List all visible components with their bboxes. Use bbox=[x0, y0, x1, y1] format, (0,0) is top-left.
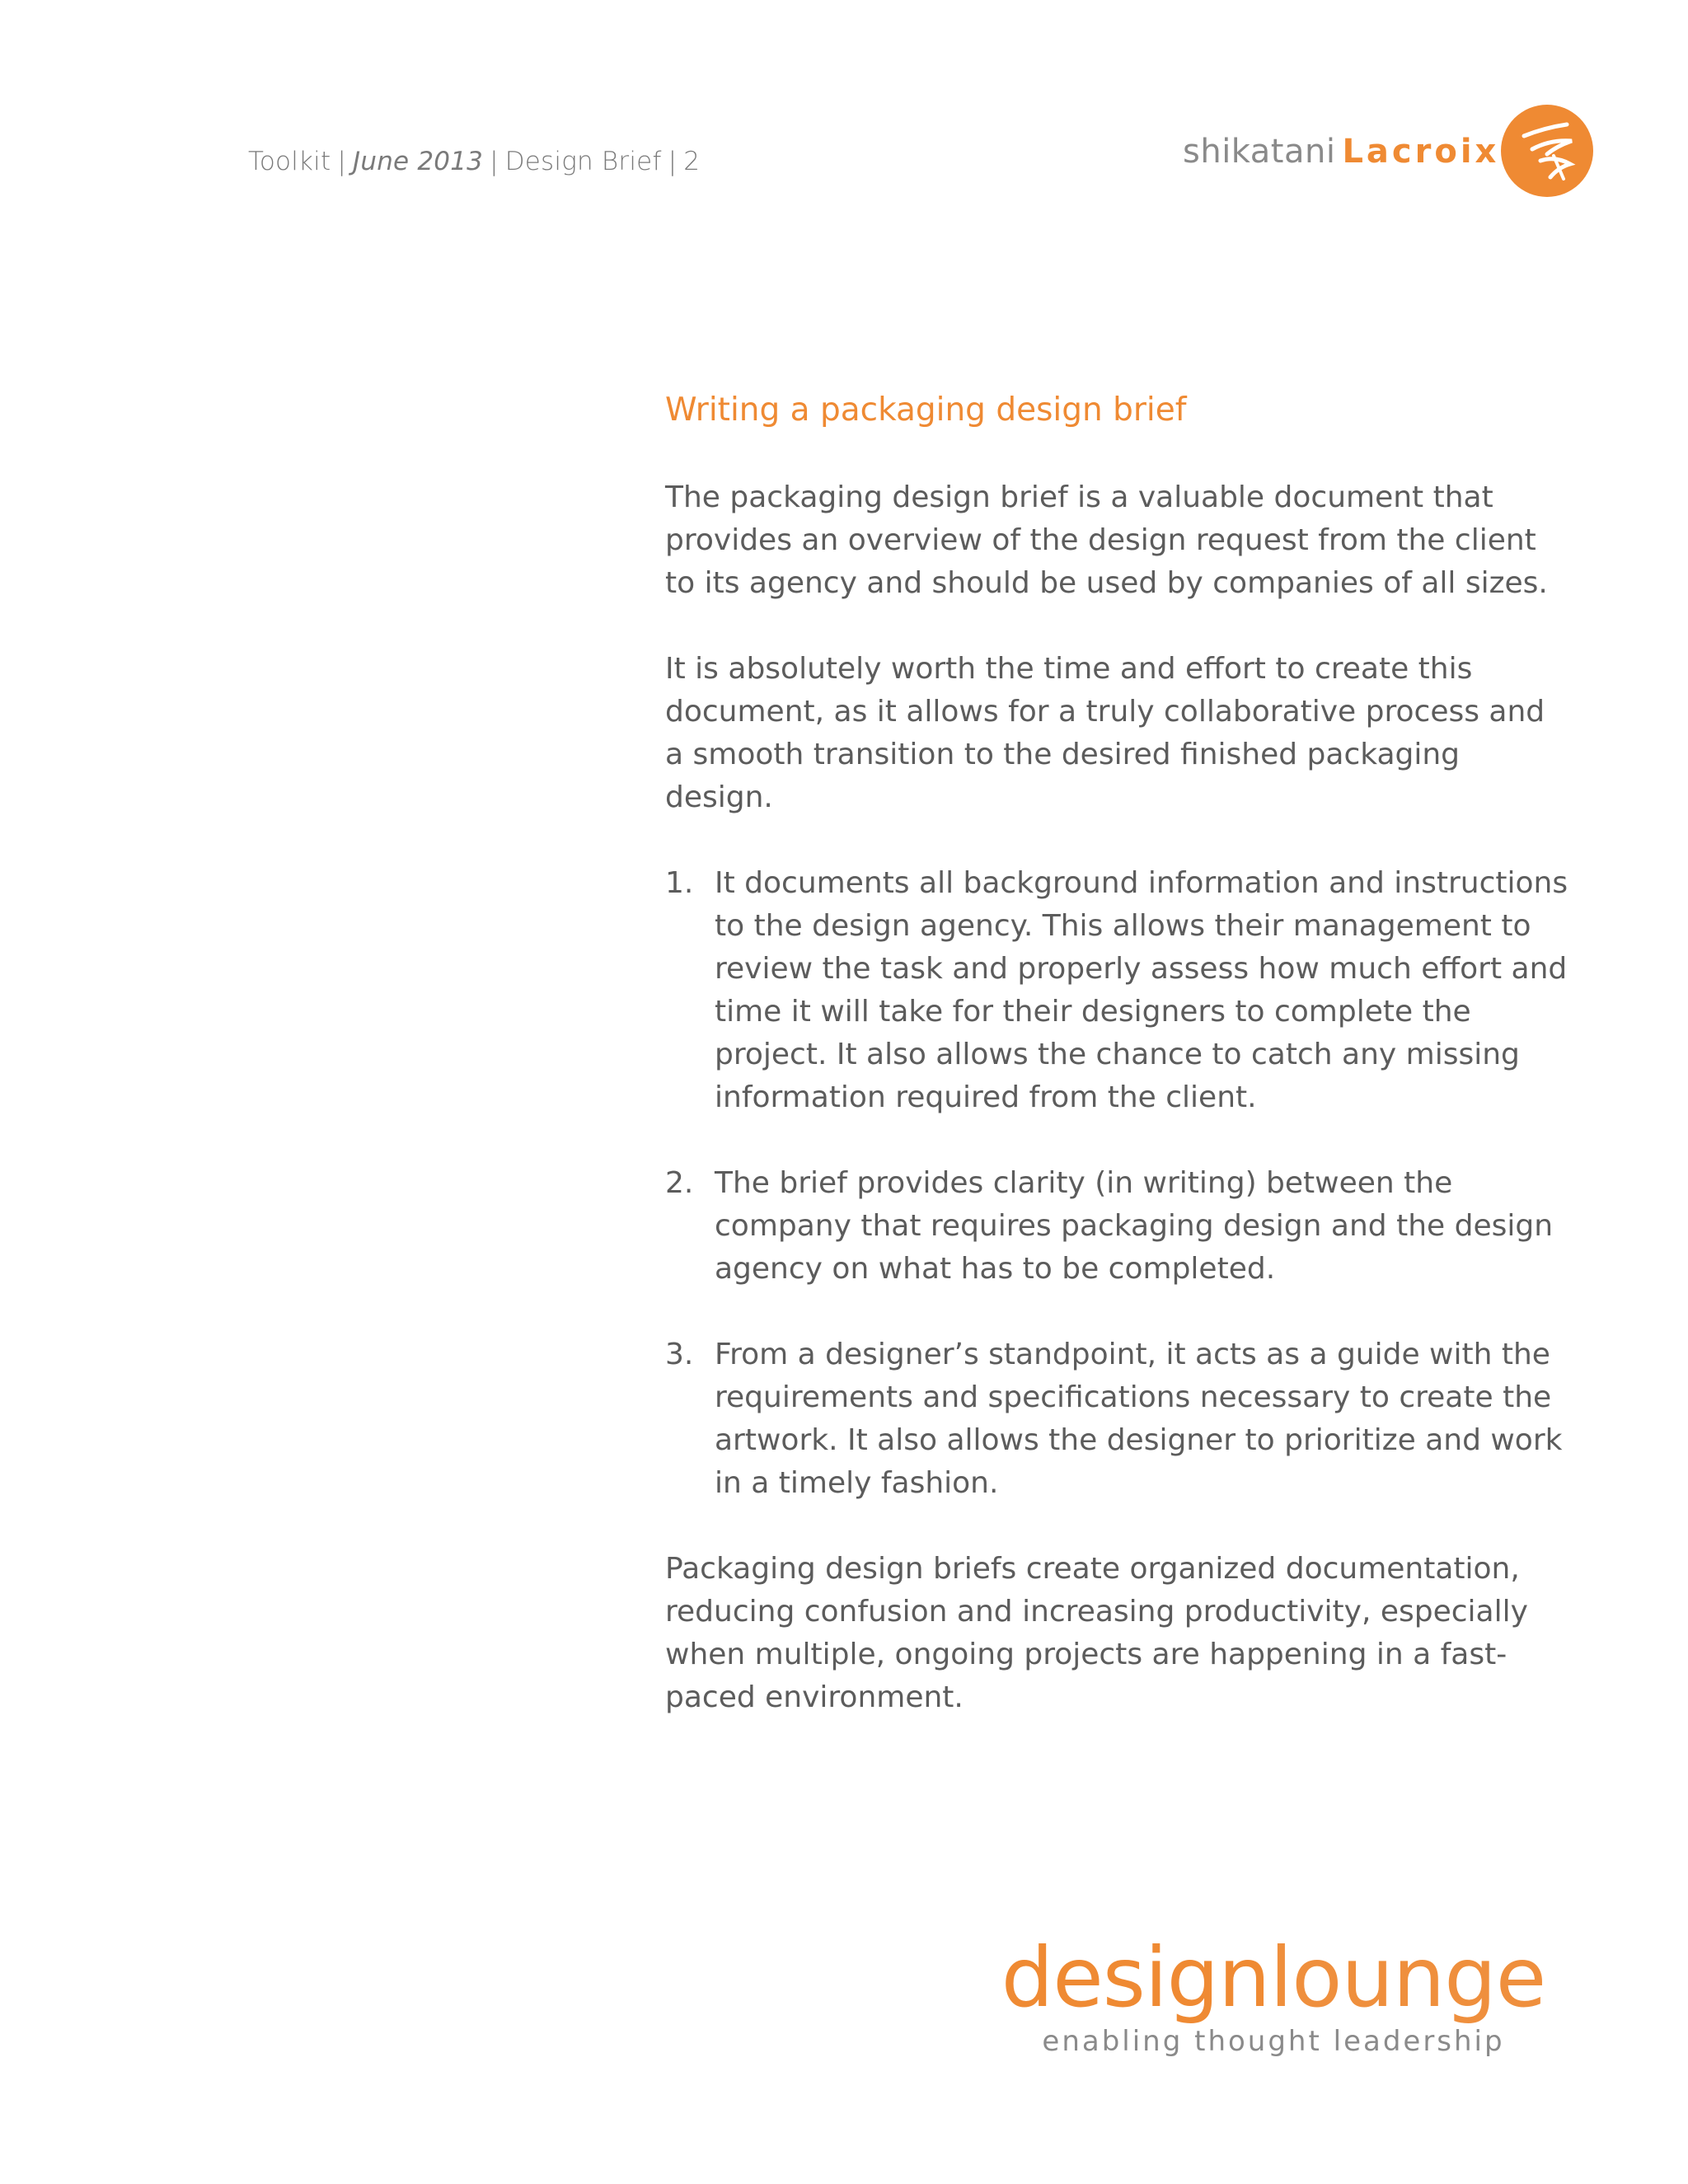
list-item-text: From a designer’s standpoint, it acts as a guide with the requirements and specifications necessary to create the artwork. It also allows the designer to prioritize and work in a timely fashion. bbox=[715, 1338, 1563, 1500]
design-lounge-logo bbox=[968, 1929, 1578, 2058]
brand-wordmark-second: Lacroix bbox=[1342, 133, 1500, 171]
list-item-number: 3. bbox=[665, 1338, 694, 1371]
brand-wordmark-first: shikatani bbox=[1183, 133, 1336, 171]
list-item bbox=[665, 1333, 1572, 1505]
header-section: Toolkit bbox=[248, 147, 331, 176]
shikatani-lacroix-logo bbox=[1183, 103, 1595, 202]
intro-paragraph: The packaging design brief is a valuable document that provides an overview of the design request from the client to its agency and should be used by companies of all sizes. bbox=[665, 480, 1548, 600]
article-body bbox=[665, 387, 1572, 1762]
header-separator: | bbox=[337, 147, 346, 176]
page-title: Writing a packaging design brief bbox=[665, 391, 1187, 429]
list-item-number: 2. bbox=[665, 1166, 694, 1200]
header-separator: | bbox=[490, 147, 499, 176]
closing-paragraph: Packaging design briefs create organized documentation, reducing confusion and increasing productivity, especially when multiple, ongoing projects are happening in a fast-paced environment. bbox=[665, 1552, 1528, 1714]
page-number: 2 bbox=[683, 147, 701, 176]
list-item bbox=[665, 1162, 1572, 1291]
logo-tagline: enabling thought leadership bbox=[1042, 2025, 1505, 2058]
brand-circle-icon bbox=[1499, 103, 1595, 199]
page-header-meta bbox=[248, 147, 700, 176]
logo-wordmark-bold: design bbox=[1001, 1929, 1270, 2026]
list-item bbox=[665, 862, 1572, 1119]
list-item-number: 1. bbox=[665, 866, 694, 900]
brand-wordmark bbox=[1183, 133, 1499, 171]
benefits-list bbox=[665, 862, 1572, 1505]
list-item-text: It documents all background information and instructions to the design agency. This allows their management to review the task and properly assess how much effort and time it will take for their designers to complete the project. It also allows the chance to catch any missing information required from the client. bbox=[715, 866, 1568, 1114]
list-item-text: The brief provides clarity (in writing) between the company that requires packaging design and the design agency on what has to be completed. bbox=[715, 1166, 1554, 1286]
header-date: June 2013 bbox=[353, 147, 484, 176]
logo-wordmark bbox=[968, 1929, 1578, 2026]
second-paragraph: It is absolutely worth the time and effort to create this document, as it allows for a truly collaborative process and a smooth transition to the desired finished packaging design. bbox=[665, 652, 1545, 814]
header-separator: | bbox=[668, 147, 678, 176]
header-doc: Design Brief bbox=[504, 147, 662, 176]
logo-wordmark-light: lounge bbox=[1269, 1929, 1546, 2026]
